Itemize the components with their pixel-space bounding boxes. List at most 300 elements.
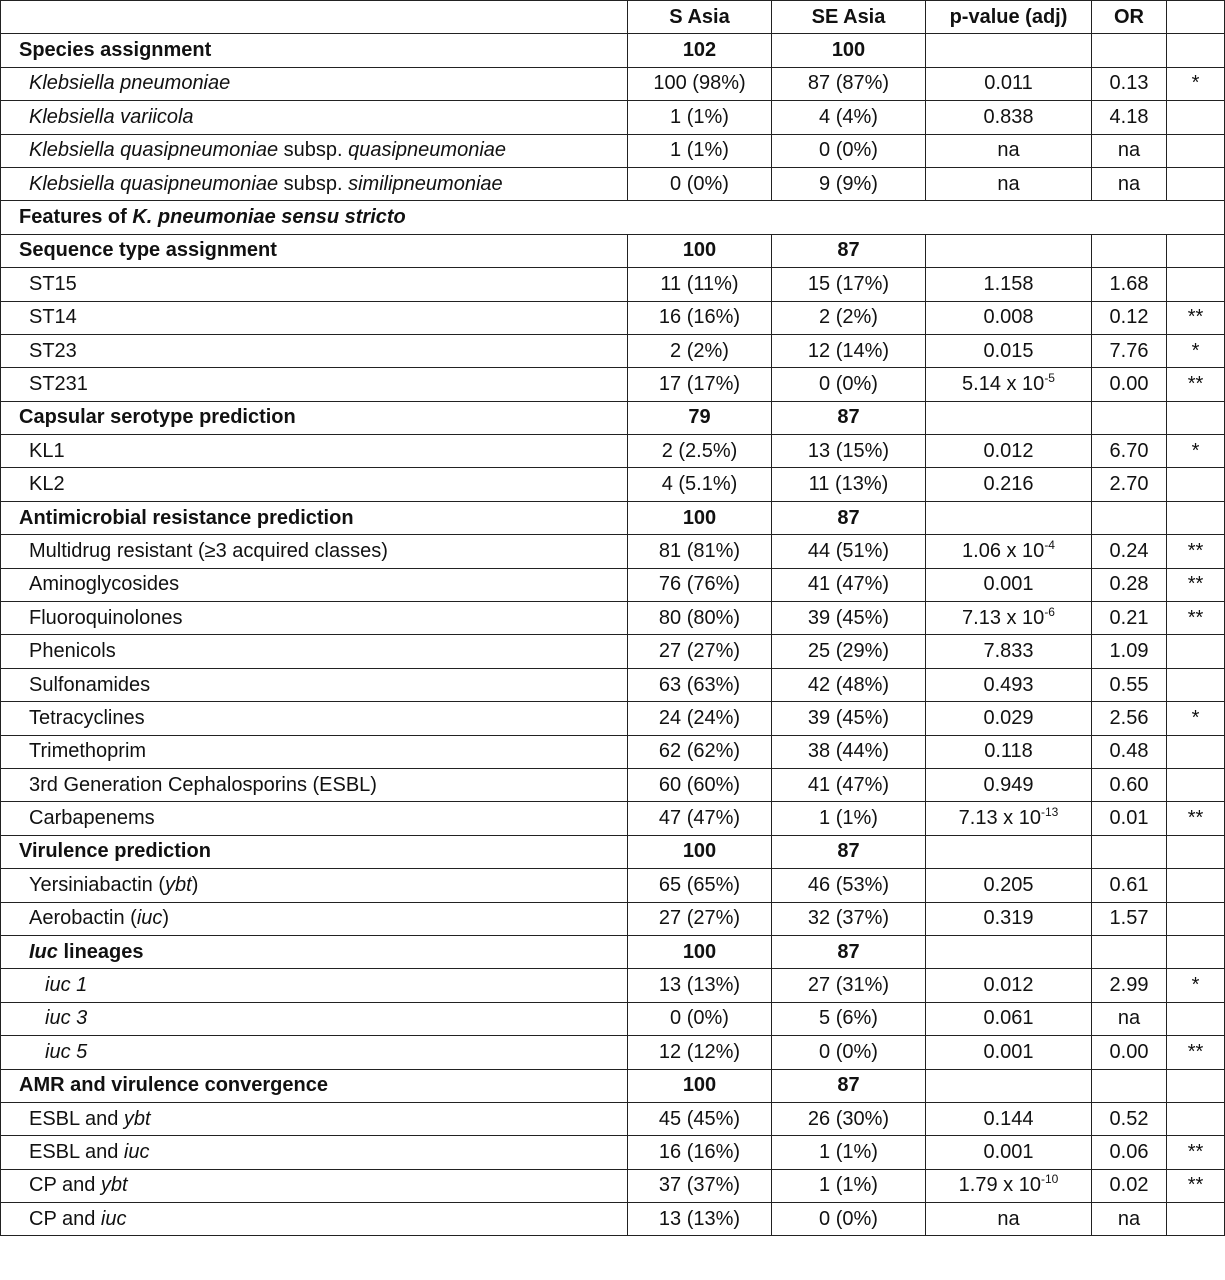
label-text: Features of: [19, 206, 133, 229]
s-asia-cell: 17 (17%): [628, 368, 772, 401]
row-label: [1, 401, 628, 434]
table-row: [1, 1203, 1225, 1236]
p-value-cell: [926, 268, 1092, 301]
significance-cell: [1167, 501, 1225, 534]
row-label: [1, 768, 628, 801]
p-value-text: 5.14 x 10: [962, 372, 1045, 395]
table-row: [1, 134, 1225, 167]
row-label: [1, 201, 1225, 234]
se-asia-cell: 38 (44%): [772, 735, 926, 768]
p-value-exponent: -4: [1044, 537, 1055, 552]
or-cell: 0.06: [1092, 1136, 1167, 1169]
p-value-cell: [926, 167, 1092, 200]
se-asia-cell: 41 (47%): [772, 768, 926, 801]
p-value-text: 1.79 x 10: [958, 1174, 1041, 1197]
se-asia-cell: 1 (1%): [772, 1136, 926, 1169]
or-cell: 2.56: [1092, 702, 1167, 735]
or-cell: [1092, 501, 1167, 534]
table-row: [1, 568, 1225, 601]
label-text: ST231: [29, 372, 88, 395]
significance-cell: [1167, 869, 1225, 902]
table-row: [1, 602, 1225, 635]
p-value-text: 0.949: [983, 773, 1034, 796]
se-asia-cell: 87: [772, 1069, 926, 1102]
significance-cell: [1167, 1102, 1225, 1135]
label-text: iuc 1: [45, 974, 88, 997]
s-asia-cell: 16 (16%): [628, 301, 772, 334]
se-asia-cell: 87: [772, 401, 926, 434]
table-row: [1, 735, 1225, 768]
label-text: Klebsiella variicola: [29, 105, 194, 128]
significance-cell: **: [1167, 1036, 1225, 1069]
table-row: [1, 268, 1225, 301]
header-p-value: p-value (adj): [926, 1, 1092, 34]
label-text: K. pneumoniae sensu stricto: [132, 206, 406, 229]
p-value-cell: [926, 368, 1092, 401]
s-asia-cell: 63 (63%): [628, 668, 772, 701]
or-cell: 0.21: [1092, 602, 1167, 635]
label-text: ESBL and: [29, 1107, 124, 1130]
label-text: Antimicrobial resistance prediction: [19, 506, 354, 529]
row-label: [1, 501, 628, 534]
significance-cell: [1167, 768, 1225, 801]
table-row: [1, 435, 1225, 468]
s-asia-cell: 4 (5.1%): [628, 468, 772, 501]
p-value-cell: [926, 668, 1092, 701]
label-text: Aminoglycosides: [29, 573, 180, 596]
p-value-text: 0.015: [983, 339, 1034, 362]
header-row: [1, 1, 1225, 34]
row-label: [1, 802, 628, 835]
label-text: ybt: [123, 1107, 151, 1130]
p-value-text: 1.158: [983, 272, 1034, 295]
p-value-text: na: [997, 172, 1020, 195]
se-asia-cell: 87: [772, 501, 926, 534]
label-text: iuc: [100, 1207, 127, 1230]
significance-cell: *: [1167, 334, 1225, 367]
or-cell: [1092, 1069, 1167, 1102]
row-label: [1, 67, 628, 100]
p-value-cell: [926, 635, 1092, 668]
se-asia-cell: 0 (0%): [772, 1036, 926, 1069]
significance-cell: [1167, 167, 1225, 200]
p-value-cell: [926, 735, 1092, 768]
p-value-cell: [926, 1136, 1092, 1169]
s-asia-cell: 76 (76%): [628, 568, 772, 601]
table-row: [1, 969, 1225, 1002]
significance-cell: [1167, 134, 1225, 167]
significance-cell: [1167, 268, 1225, 301]
label-text: iuc: [136, 907, 163, 930]
p-value-text: 0.011: [984, 72, 1033, 95]
se-asia-cell: 44 (51%): [772, 535, 926, 568]
table-row: [1, 1002, 1225, 1035]
p-value-cell: [926, 1002, 1092, 1035]
significance-cell: [1167, 1203, 1225, 1236]
p-value-text: 0.012: [983, 974, 1034, 997]
p-value-exponent: -13: [1040, 805, 1059, 820]
section-row: [1, 401, 1225, 434]
label-text: 3rd Generation Cephalosporins (ESBL): [29, 773, 377, 796]
label-text: Species assignment: [19, 39, 212, 62]
s-asia-cell: 100: [628, 234, 772, 267]
table-row: [1, 1169, 1225, 1202]
se-asia-cell: 87 (87%): [772, 67, 926, 100]
label-text: Capsular serotype prediction: [19, 406, 296, 429]
table-row: [1, 1102, 1225, 1135]
table-row: [1, 869, 1225, 902]
p-value-exponent: -5: [1044, 370, 1055, 385]
p-value-text: 7.13 x 10: [962, 606, 1045, 629]
se-asia-cell: 1 (1%): [772, 1169, 926, 1202]
s-asia-cell: 1 (1%): [628, 101, 772, 134]
s-asia-cell: 13 (13%): [628, 969, 772, 1002]
label-text: Klebsiella quasipneumoniae: [29, 172, 279, 195]
p-value-cell: [926, 401, 1092, 434]
p-value-text: 0.001: [983, 1040, 1034, 1063]
section-row: [1, 1069, 1225, 1102]
label-text: iuc: [123, 1140, 150, 1163]
or-cell: 0.12: [1092, 301, 1167, 334]
significance-cell: *: [1167, 435, 1225, 468]
s-asia-cell: 62 (62%): [628, 735, 772, 768]
se-asia-cell: 15 (17%): [772, 268, 926, 301]
table-row: [1, 635, 1225, 668]
or-cell: 0.13: [1092, 67, 1167, 100]
row-label: [1, 134, 628, 167]
table-row: [1, 167, 1225, 200]
row-label: [1, 935, 628, 968]
significance-cell: [1167, 234, 1225, 267]
table-row: [1, 1036, 1225, 1069]
table-row: [1, 902, 1225, 935]
s-asia-cell: 27 (27%): [628, 635, 772, 668]
row-label: [1, 668, 628, 701]
label-text: ESBL and: [29, 1140, 124, 1163]
se-asia-cell: 27 (31%): [772, 969, 926, 1002]
or-cell: na: [1092, 1203, 1167, 1236]
row-label: [1, 468, 628, 501]
significance-cell: **: [1167, 568, 1225, 601]
significance-cell: [1167, 835, 1225, 868]
se-asia-cell: 39 (45%): [772, 702, 926, 735]
label-text: lineages: [57, 940, 144, 963]
s-asia-cell: 0 (0%): [628, 1002, 772, 1035]
or-cell: 0.52: [1092, 1102, 1167, 1135]
label-text: similipneumoniae: [348, 172, 503, 195]
label-text: ST15: [29, 272, 77, 295]
or-cell: 6.70: [1092, 435, 1167, 468]
significance-cell: [1167, 902, 1225, 935]
label-text: Yersiniabactin (: [29, 873, 166, 896]
row-label: [1, 167, 628, 200]
label-text: AMR and virulence convergence: [19, 1074, 328, 1097]
s-asia-cell: 45 (45%): [628, 1102, 772, 1135]
row-label: [1, 568, 628, 601]
significance-cell: [1167, 1069, 1225, 1102]
significance-cell: **: [1167, 368, 1225, 401]
se-asia-cell: 13 (15%): [772, 435, 926, 468]
label-text: ): [162, 907, 170, 930]
se-asia-cell: 12 (14%): [772, 334, 926, 367]
p-value-cell: [926, 568, 1092, 601]
p-value-cell: [926, 969, 1092, 1002]
p-value-cell: [926, 1203, 1092, 1236]
s-asia-cell: 65 (65%): [628, 869, 772, 902]
se-asia-cell: 25 (29%): [772, 635, 926, 668]
or-cell: 0.61: [1092, 869, 1167, 902]
row-label: [1, 602, 628, 635]
s-asia-cell: 100 (98%): [628, 67, 772, 100]
row-label: [1, 869, 628, 902]
s-asia-cell: 100: [628, 1069, 772, 1102]
p-value-cell: [926, 234, 1092, 267]
table-row: [1, 702, 1225, 735]
p-value-cell: [926, 134, 1092, 167]
label-text: Klebsiella pneumoniae: [29, 72, 231, 95]
row-label: [1, 702, 628, 735]
p-value-cell: [926, 468, 1092, 501]
significance-cell: [1167, 34, 1225, 67]
row-label: [1, 969, 628, 1002]
label-text: ): [191, 873, 199, 896]
label-text: ybt: [165, 873, 192, 896]
p-value-exponent: -10: [1040, 1172, 1059, 1187]
p-value-text: na: [997, 139, 1020, 162]
label-text: iuc 5: [45, 1040, 88, 1063]
p-value-text: 0.012: [983, 439, 1034, 462]
p-value-cell: [926, 535, 1092, 568]
row-label: [1, 735, 628, 768]
header-s-asia: S Asia: [628, 1, 772, 34]
label-text: Klebsiella quasipneumoniae: [29, 139, 279, 162]
p-value-text: 0.319: [983, 907, 1034, 930]
significance-cell: **: [1167, 1136, 1225, 1169]
or-cell: 0.60: [1092, 768, 1167, 801]
s-asia-cell: 102: [628, 34, 772, 67]
s-asia-cell: 60 (60%): [628, 768, 772, 801]
label-text: Fluoroquinolones: [29, 606, 183, 629]
or-cell: 0.24: [1092, 535, 1167, 568]
s-asia-cell: 2 (2.5%): [628, 435, 772, 468]
or-cell: [1092, 234, 1167, 267]
p-value-text: 0.008: [983, 306, 1034, 329]
se-asia-cell: 39 (45%): [772, 602, 926, 635]
s-asia-cell: 100: [628, 501, 772, 534]
or-cell: 1.09: [1092, 635, 1167, 668]
label-text: Carbapenems: [29, 807, 155, 830]
p-value-cell: [926, 1069, 1092, 1102]
significance-cell: [1167, 401, 1225, 434]
or-cell: 0.02: [1092, 1169, 1167, 1202]
p-value-text: 0.001: [983, 573, 1034, 596]
s-asia-cell: 1 (1%): [628, 134, 772, 167]
row-label: [1, 301, 628, 334]
label-text: iuc 3: [45, 1007, 88, 1030]
header-label: [1, 1, 628, 34]
table-row: [1, 368, 1225, 401]
label-text: ST14: [29, 306, 77, 329]
table-row: [1, 67, 1225, 100]
significance-cell: [1167, 735, 1225, 768]
or-cell: [1092, 34, 1167, 67]
label-text: Tetracyclines: [29, 706, 145, 729]
label-text: subsp.: [278, 172, 349, 195]
p-value-cell: [926, 602, 1092, 635]
or-cell: 4.18: [1092, 101, 1167, 134]
table-row: [1, 1136, 1225, 1169]
p-value-cell: [926, 1169, 1092, 1202]
header-significance: [1167, 1, 1225, 34]
or-cell: [1092, 935, 1167, 968]
or-cell: 7.76: [1092, 334, 1167, 367]
se-asia-cell: 9 (9%): [772, 167, 926, 200]
or-cell: [1092, 835, 1167, 868]
section-row: [1, 501, 1225, 534]
row-label: [1, 1169, 628, 1202]
se-asia-cell: 11 (13%): [772, 468, 926, 501]
se-asia-cell: 1 (1%): [772, 802, 926, 835]
s-asia-cell: 16 (16%): [628, 1136, 772, 1169]
significance-cell: **: [1167, 535, 1225, 568]
p-value-cell: [926, 501, 1092, 534]
p-value-text: 1.06 x 10: [962, 539, 1045, 562]
p-value-text: na: [997, 1207, 1020, 1230]
row-label: [1, 234, 628, 267]
row-label: [1, 34, 628, 67]
label-text: Multidrug resistant (≥3 acquired classes): [29, 539, 388, 562]
p-value-text: 0.144: [983, 1107, 1034, 1130]
se-asia-cell: 100: [772, 34, 926, 67]
label-text: KL2: [29, 473, 65, 496]
table-body: [1, 1, 1225, 1236]
se-asia-cell: 0 (0%): [772, 368, 926, 401]
table-row: [1, 201, 1225, 234]
se-asia-cell: 2 (2%): [772, 301, 926, 334]
p-value-cell: [926, 702, 1092, 735]
s-asia-cell: 100: [628, 935, 772, 968]
label-text: CP and: [29, 1207, 101, 1230]
row-label: [1, 101, 628, 134]
se-asia-cell: 87: [772, 835, 926, 868]
or-cell: na: [1092, 1002, 1167, 1035]
row-label: [1, 435, 628, 468]
section-row: [1, 34, 1225, 67]
p-value-text: 0.001: [983, 1140, 1034, 1163]
row-label: [1, 635, 628, 668]
row-label: [1, 835, 628, 868]
significance-cell: *: [1167, 702, 1225, 735]
significance-cell: **: [1167, 1169, 1225, 1202]
table-row: [1, 768, 1225, 801]
p-value-cell: [926, 902, 1092, 935]
s-asia-cell: 12 (12%): [628, 1036, 772, 1069]
section-row: [1, 234, 1225, 267]
label-text: Virulence prediction: [19, 840, 211, 863]
se-asia-cell: 41 (47%): [772, 568, 926, 601]
row-label: [1, 1102, 628, 1135]
s-asia-cell: 100: [628, 835, 772, 868]
s-asia-cell: 11 (11%): [628, 268, 772, 301]
row-label: [1, 902, 628, 935]
significance-cell: **: [1167, 301, 1225, 334]
p-value-text: 0.493: [983, 673, 1034, 696]
p-value-cell: [926, 67, 1092, 100]
s-asia-cell: 80 (80%): [628, 602, 772, 635]
header-or: OR: [1092, 1, 1167, 34]
se-asia-cell: 87: [772, 935, 926, 968]
se-asia-cell: 5 (6%): [772, 1002, 926, 1035]
label-text: subsp.: [278, 139, 349, 162]
significance-cell: [1167, 1002, 1225, 1035]
p-value-cell: [926, 435, 1092, 468]
se-asia-cell: 4 (4%): [772, 101, 926, 134]
p-value-cell: [926, 768, 1092, 801]
p-value-text: 0.838: [983, 105, 1034, 128]
se-asia-cell: 42 (48%): [772, 668, 926, 701]
row-label: [1, 1002, 628, 1035]
or-cell: 0.55: [1092, 668, 1167, 701]
significance-cell: [1167, 101, 1225, 134]
or-cell: 0.00: [1092, 1036, 1167, 1069]
se-asia-cell: 87: [772, 234, 926, 267]
label-text: Sequence type assignment: [19, 239, 277, 262]
se-asia-cell: 32 (37%): [772, 902, 926, 935]
row-label: [1, 1036, 628, 1069]
label-text: quasipneumoniae: [348, 139, 507, 162]
header-se-asia: SE Asia: [772, 1, 926, 34]
s-asia-cell: 81 (81%): [628, 535, 772, 568]
label-text: ST23: [29, 339, 77, 362]
section-row: [1, 835, 1225, 868]
p-value-cell: [926, 835, 1092, 868]
row-label: [1, 1136, 628, 1169]
p-value-text: 7.13 x 10: [958, 807, 1041, 830]
label-text: Phenicols: [29, 640, 116, 663]
p-value-cell: [926, 802, 1092, 835]
section-row: [1, 935, 1225, 968]
table-row: [1, 301, 1225, 334]
p-value-text: 0.029: [983, 706, 1034, 729]
row-label: [1, 1203, 628, 1236]
significance-cell: *: [1167, 969, 1225, 1002]
s-asia-cell: 24 (24%): [628, 702, 772, 735]
p-value-cell: [926, 301, 1092, 334]
row-label: [1, 268, 628, 301]
p-value-text: 0.205: [983, 873, 1034, 896]
s-asia-cell: 27 (27%): [628, 902, 772, 935]
se-asia-cell: 0 (0%): [772, 134, 926, 167]
label-text: ybt: [100, 1174, 128, 1197]
or-cell: 0.01: [1092, 802, 1167, 835]
label-text: Aerobactin (: [29, 907, 137, 930]
significance-cell: *: [1167, 67, 1225, 100]
or-cell: 1.57: [1092, 902, 1167, 935]
s-asia-cell: 79: [628, 401, 772, 434]
p-value-text: 0.061: [983, 1007, 1034, 1030]
row-label: [1, 368, 628, 401]
p-value-text: 0.118: [984, 740, 1033, 763]
p-value-cell: [926, 101, 1092, 134]
table-row: [1, 101, 1225, 134]
s-asia-cell: 0 (0%): [628, 167, 772, 200]
or-cell: na: [1092, 167, 1167, 200]
row-label: [1, 535, 628, 568]
table-row: [1, 468, 1225, 501]
p-value-cell: [926, 334, 1092, 367]
significance-cell: [1167, 468, 1225, 501]
table-row: [1, 535, 1225, 568]
